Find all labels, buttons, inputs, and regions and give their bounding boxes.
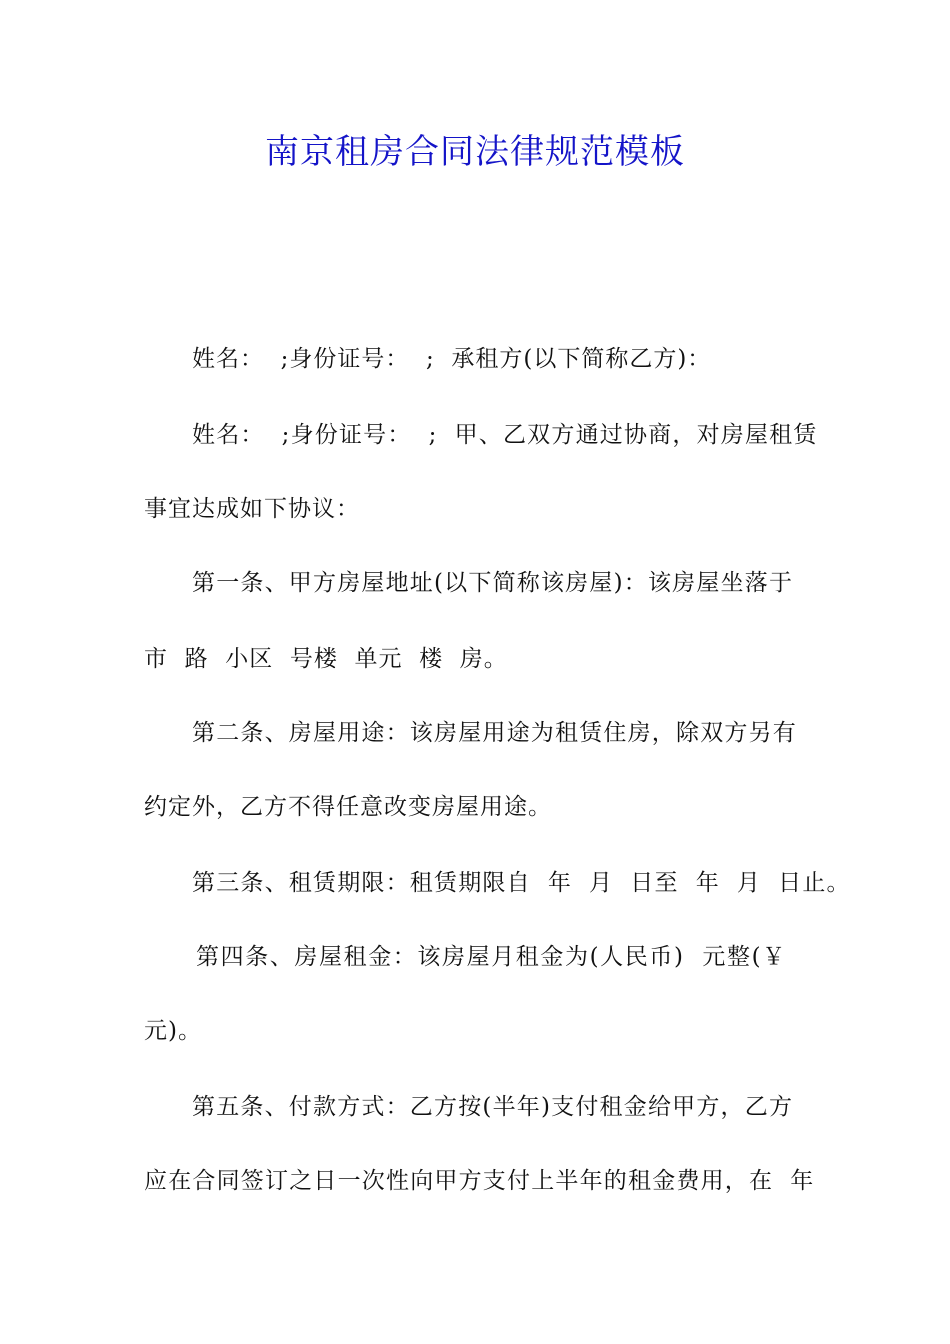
body-line: 约定外，乙方不得任意改变房屋用途。 xyxy=(144,794,552,820)
body-line: 第二条、房屋用途：该房屋用途为租赁住房，除双方另有 xyxy=(192,720,797,746)
body-line: 姓名： ;身份证号： ; 承租方(以下简称乙方)： xyxy=(192,346,712,372)
body-line: 市 路 小区 号楼 单元 楼 房。 xyxy=(144,646,508,672)
body-line: 应在合同签订之日一次性向甲方支付上半年的租金费用，在 年 xyxy=(144,1168,815,1194)
body-line: 事宜达成如下协议： xyxy=(144,496,360,522)
body-line: 姓名： ;身份证号： ; 甲、乙双方通过协商，对房屋租赁 xyxy=(192,422,818,448)
body-line: 第一条、甲方房屋地址(以下简称该房屋)：该房屋坐落于 xyxy=(192,570,794,596)
document-title: 南京租房合同法律规范模板 xyxy=(265,132,685,172)
body-line: 第四条、房屋租金：该房屋月租金为(人民币) 元整(￥ xyxy=(196,944,787,970)
body-line: 元)。 xyxy=(144,1018,202,1044)
body-line: 第五条、付款方式：乙方按(半年)支付租金给甲方，乙方 xyxy=(192,1094,794,1120)
body-line: 第三条、租赁期限：租赁期限自 年 月 日至 年 月 日止。 xyxy=(192,870,851,896)
